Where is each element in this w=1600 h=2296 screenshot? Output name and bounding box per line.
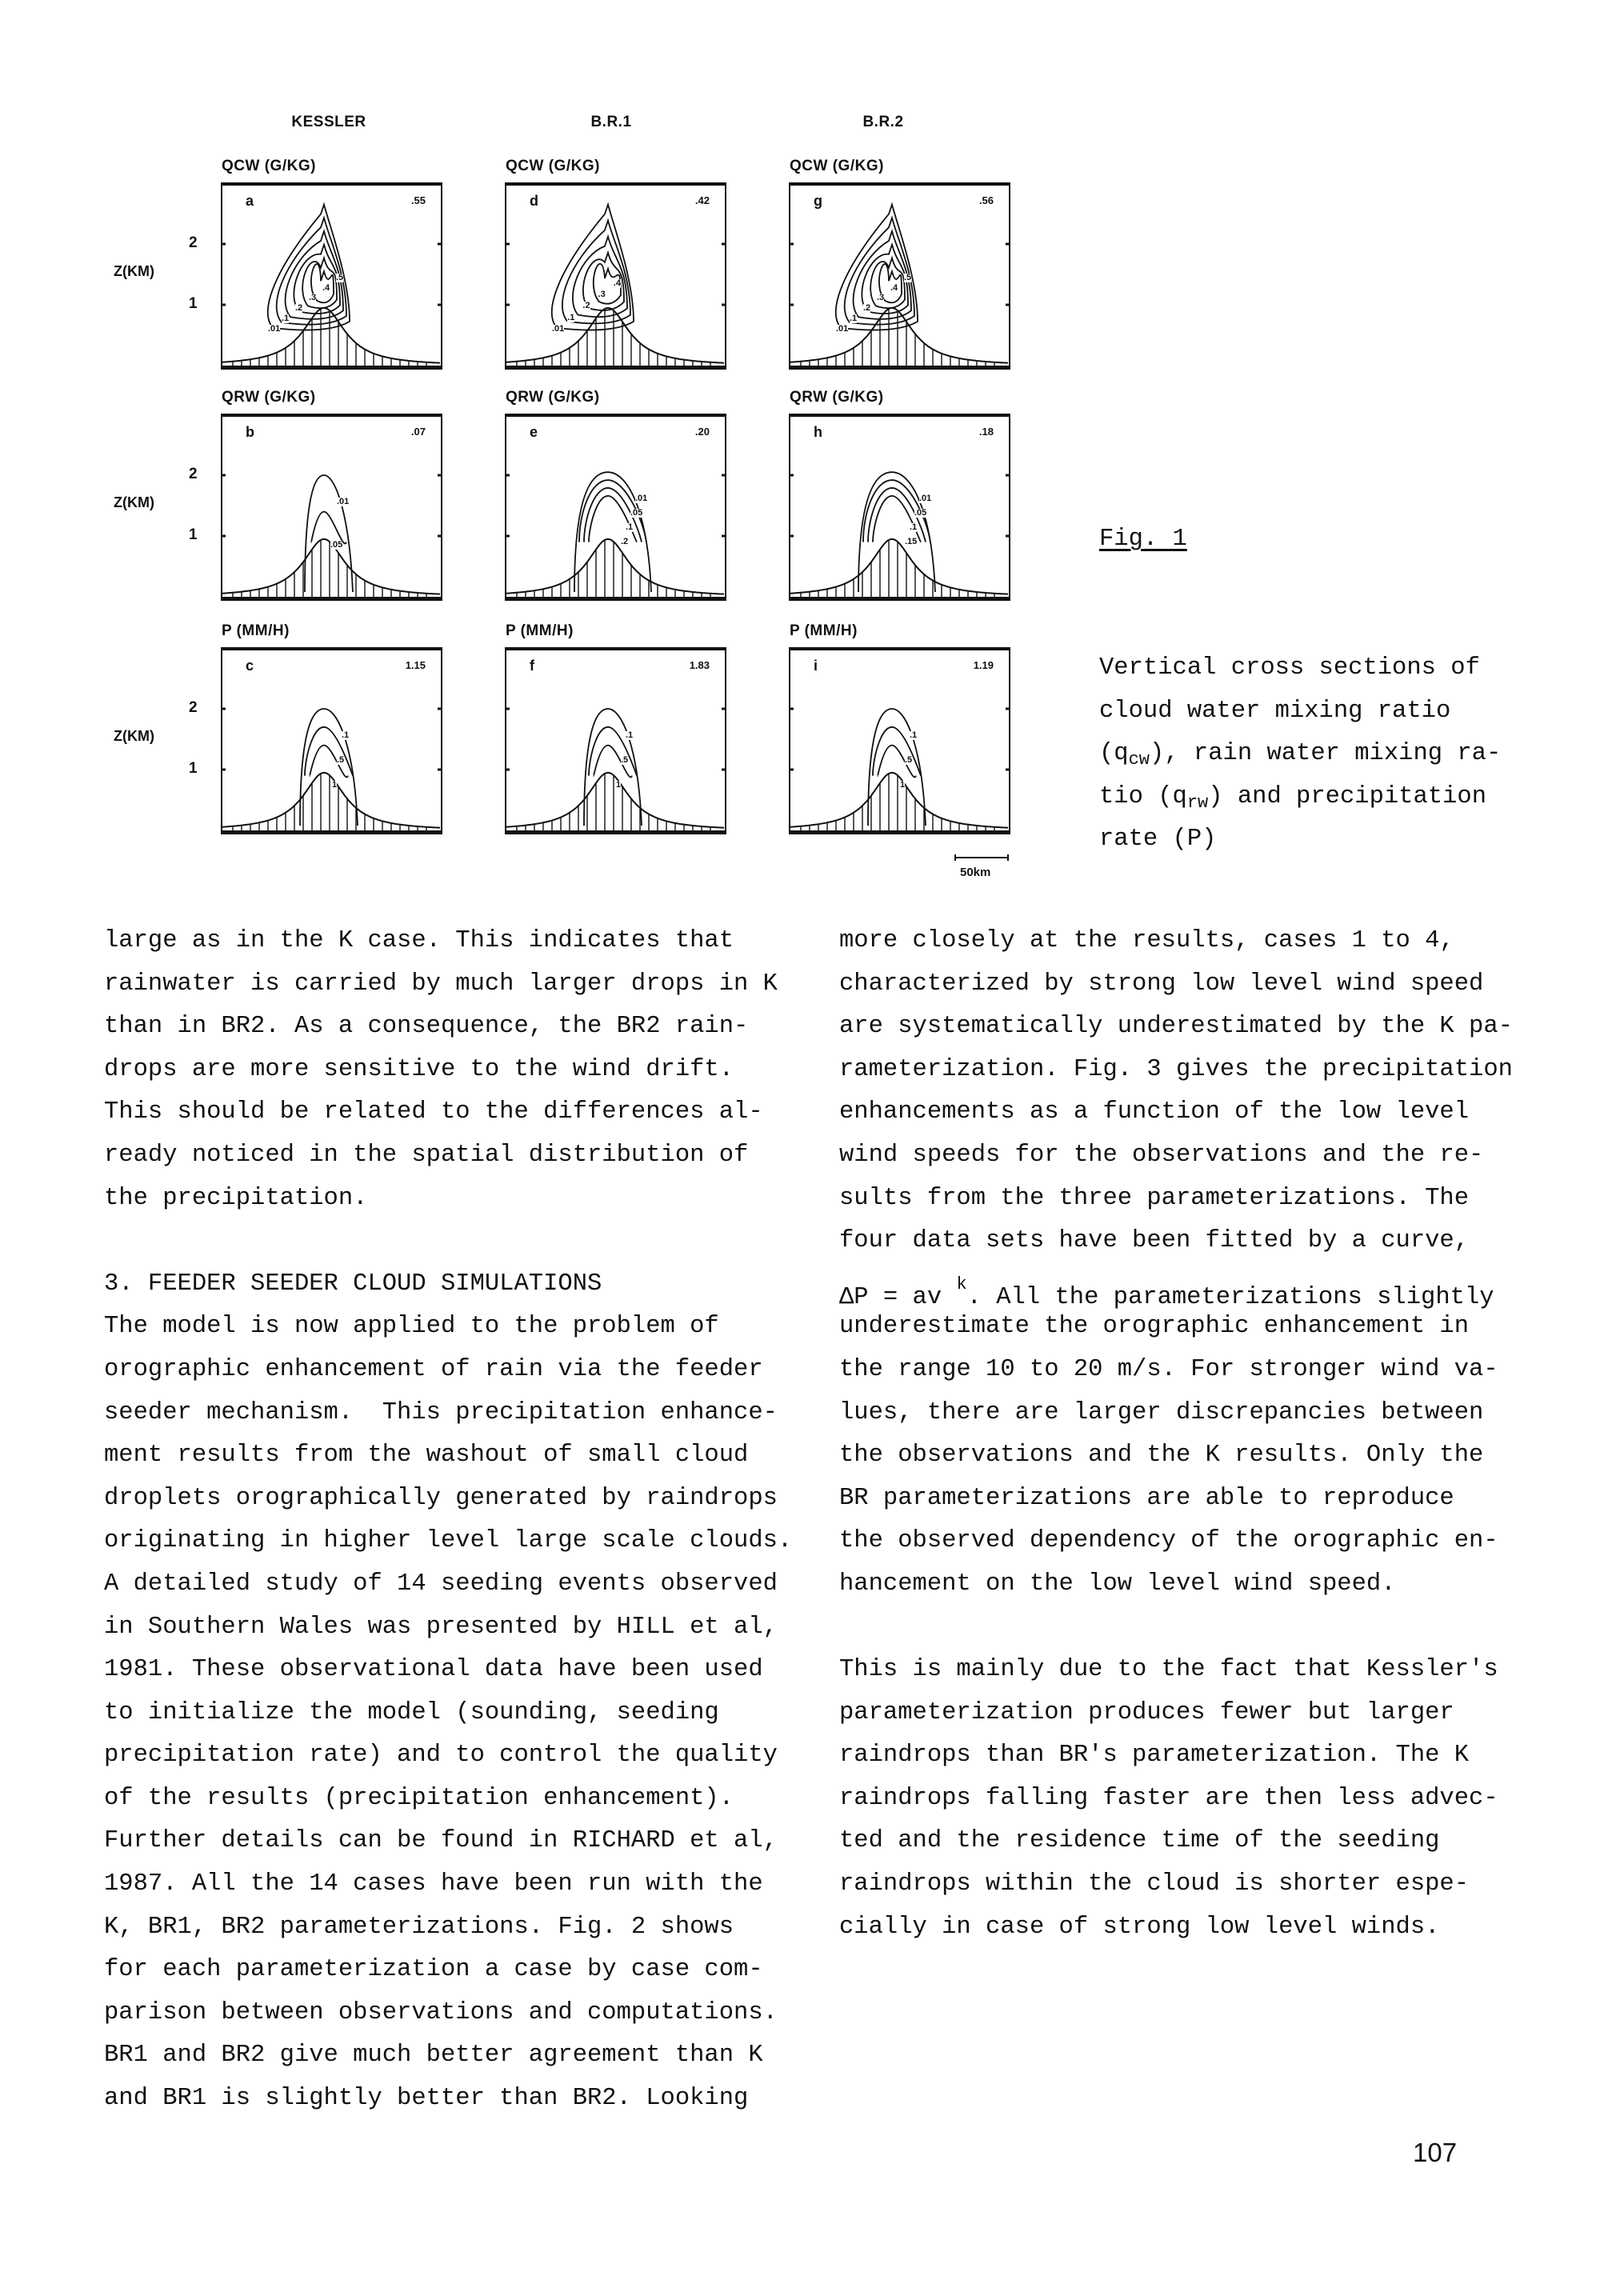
text-line: ment results from the washout of small cloud <box>104 1442 749 1470</box>
panel-title: QRW (G/KG) <box>790 389 884 406</box>
text-span: ted and the residence time of the seeding <box>839 1827 1440 1855</box>
contour-label: .1 <box>626 730 634 740</box>
panel-max-value: .55 <box>410 194 426 206</box>
panel-letter: a <box>246 193 254 209</box>
caption-text: tio (q <box>1099 782 1187 810</box>
panel-f <box>506 648 726 834</box>
text-span: enhancements as a function of the low level <box>839 1098 1470 1126</box>
contour-label: .5 <box>336 272 344 282</box>
contour-label: .2 <box>621 536 629 546</box>
panel-i <box>790 648 1010 834</box>
text-line <box>839 1906 1543 1950</box>
panel-letter: g <box>814 193 822 209</box>
caption-line <box>1099 647 1501 690</box>
text-line: K, BR1, BR2 parameterizations. Fig. 2 shows <box>104 1913 734 1941</box>
panel-title: P (MM/H) <box>506 622 574 639</box>
z-axis-label: Z(KM) <box>114 494 154 510</box>
text-span: the observations and the K results. Only the <box>839 1442 1484 1470</box>
text-line: in Southern Wales was presented by HILL et al, <box>104 1613 778 1641</box>
contour-line <box>302 258 337 308</box>
contour-label: .01 <box>919 494 932 504</box>
text-span: BR parameterizations are able to reproduce <box>839 1484 1454 1512</box>
caption-text: (q <box>1099 740 1129 768</box>
text-span: the range 10 to 20 m/s. For stronger wind va- <box>839 1355 1498 1383</box>
text-span: sults from the three parameterizations. The <box>839 1184 1470 1212</box>
text-line: BR1 and BR2 give much better agreement than K <box>104 2042 763 2070</box>
text-line <box>839 1606 1543 1650</box>
terrain-profile <box>506 308 724 366</box>
right-text-column <box>839 920 1543 1949</box>
text-span: characterized by strong low level wind speed <box>839 970 1484 998</box>
contour-label: .1 <box>342 730 350 740</box>
panel-title: QCW (G/KG) <box>790 158 884 174</box>
contour-label: .05 <box>330 539 343 550</box>
text-line: and BR1 is slightly better than BR2. Looking <box>104 2085 749 2113</box>
panel-letter: f <box>530 658 534 674</box>
z-tick-label: 1 <box>189 295 198 312</box>
text-line <box>839 1091 1543 1134</box>
contour-line <box>311 512 346 544</box>
text-line <box>839 1734 1543 1778</box>
contour-label: .5 <box>621 754 629 765</box>
text-line: orographic enhancement of rain via the feeder <box>104 1355 763 1383</box>
contour-label: 1 <box>900 779 906 790</box>
panel-title: P (MM/H) <box>222 622 290 639</box>
text-span: the observed dependency of the orographic en- <box>839 1527 1498 1555</box>
z-tick-label: 2 <box>189 234 198 251</box>
text-line <box>839 1306 1543 1349</box>
cross-section-plot <box>506 648 726 834</box>
text-span: raindrops falling faster are then less advec- <box>839 1784 1498 1812</box>
panel-letter: d <box>530 193 538 209</box>
scale-bar-label: 50km <box>960 866 991 879</box>
panel-frame <box>222 414 442 600</box>
contour-label: .1 <box>567 312 575 322</box>
text-span: ΔP = av <box>839 1283 957 1311</box>
z-tick-label: 1 <box>189 526 198 543</box>
contour-label: .1 <box>282 314 290 324</box>
caption-text: rate (P) <box>1099 826 1217 854</box>
z-axis-label: Z(KM) <box>114 263 154 279</box>
contour-label: .05 <box>914 508 927 518</box>
panel-letter: c <box>246 658 254 674</box>
caption-line <box>1099 690 1501 734</box>
left-text-column <box>104 920 808 2121</box>
text-span: hancement on the low level wind speed. <box>839 1570 1396 1598</box>
panel-max-value: 1.19 <box>973 659 994 671</box>
panel-letter: e <box>530 424 538 440</box>
panel-frame <box>790 648 1010 834</box>
contour-label: .5 <box>905 754 913 765</box>
text-line: for each parameterization a case by case com- <box>104 1956 763 1984</box>
terrain-profile <box>506 773 724 830</box>
contour-label: .05 <box>630 508 643 518</box>
panel-title: QRW (G/KG) <box>222 389 316 406</box>
text-line: seeder mechanism. This precipitation enhance- <box>104 1398 778 1426</box>
caption-text: ) and precipitation <box>1208 782 1486 810</box>
text-line: 1981. These observational data have been used <box>104 1656 763 1684</box>
panel-h <box>790 414 1010 600</box>
contour-label: .4 <box>613 278 621 289</box>
contour-label: .3 <box>309 293 317 303</box>
text-line <box>839 1434 1543 1478</box>
figure-caption <box>1099 433 1501 905</box>
contour-label: .2 <box>582 301 590 311</box>
contour-label: .1 <box>910 522 918 532</box>
terrain-profile <box>506 536 724 597</box>
panel-max-value: .20 <box>694 426 710 438</box>
text-line <box>839 1478 1543 1521</box>
text-span: lues, there are larger discrepancies between <box>839 1398 1484 1426</box>
text-span: are systematically underestimated by the K pa- <box>839 1013 1513 1041</box>
text-line <box>839 920 1543 963</box>
text-line <box>839 1049 1543 1092</box>
z-tick-label: 2 <box>189 699 198 716</box>
contour-label: .5 <box>337 754 345 765</box>
panel-title: QCW (G/KG) <box>222 158 316 174</box>
text-span: . All the parameterizations slightly <box>966 1283 1494 1311</box>
panel-frame <box>506 414 726 600</box>
text-line <box>839 1178 1543 1221</box>
text-line: A detailed study of 14 seeding events observed <box>104 1570 778 1598</box>
text-span: wind speeds for the observations and the re- <box>839 1141 1484 1169</box>
contour-label: .2 <box>295 303 303 314</box>
contour-line <box>589 496 637 542</box>
caption-line <box>1099 733 1501 776</box>
panel-max-value: .42 <box>694 194 710 206</box>
contour-line <box>873 496 921 542</box>
text-span: four data sets have been fitted by a curve, <box>839 1227 1470 1255</box>
text-line: the precipitation. <box>104 1184 368 1212</box>
panel-frame <box>222 648 442 834</box>
contour-label: .1 <box>626 522 634 532</box>
contour-label: 1 <box>332 779 338 790</box>
panel-max-value: 1.83 <box>689 659 710 671</box>
cross-section-plot <box>790 414 1010 600</box>
panel-e <box>506 414 726 600</box>
terrain-profile <box>790 773 1008 830</box>
contour-label: .01 <box>552 323 565 334</box>
panel-max-value: 1.15 <box>405 659 426 671</box>
text-line: Further details can be found in RICHARD et al, <box>104 1827 778 1855</box>
text-line: 1987. All the 14 cases have been run with the <box>104 1870 763 1898</box>
text-line <box>839 1649 1543 1692</box>
section-heading: 3. FEEDER SEEDER CLOUD SIMULATIONS <box>104 1270 602 1298</box>
panel-letter: i <box>814 658 818 674</box>
panel-title: P (MM/H) <box>790 622 858 639</box>
panel-frame <box>506 648 726 834</box>
text-line <box>839 963 1543 1006</box>
text-line <box>839 1006 1543 1049</box>
panel-title: QCW (G/KG) <box>506 158 600 174</box>
z-tick-label: 2 <box>189 466 198 482</box>
contour-label: .01 <box>635 494 648 504</box>
terrain-profile <box>790 536 1008 597</box>
panel-c <box>222 648 442 834</box>
cross-section-plot <box>222 648 442 834</box>
cross-section-plot <box>506 183 726 369</box>
text-span: rameterization. Fig. 3 gives the precipitation <box>839 1055 1513 1083</box>
contour-label: .1 <box>910 730 918 740</box>
terrain-profile <box>222 773 440 830</box>
text-line <box>839 1134 1543 1178</box>
text-line: to initialize the model (sounding, seeding <box>104 1698 719 1726</box>
contour-line <box>562 221 630 324</box>
contour-label: .1 <box>850 314 858 324</box>
text-line <box>839 1392 1543 1435</box>
text-span: raindrops than BR's parameterization. The K <box>839 1742 1470 1770</box>
text-line <box>839 1263 1543 1311</box>
panel-frame <box>790 414 1010 600</box>
contour-label: .4 <box>322 282 330 293</box>
panel-a <box>222 183 442 369</box>
contour-label: 1 <box>616 779 622 790</box>
text-line <box>839 1349 1543 1392</box>
scale-bar <box>954 854 1009 861</box>
column-header: B.R.2 <box>862 114 904 130</box>
text-span: parameterization produces fewer but larger <box>839 1698 1454 1726</box>
panel-letter: h <box>814 424 822 440</box>
panel-g <box>790 183 1010 369</box>
text-line <box>839 1520 1543 1563</box>
text-line <box>839 1563 1543 1606</box>
cross-section-plot <box>790 183 1010 369</box>
contour-label: .2 <box>863 303 871 314</box>
text-span: cially in case of strong low level winds. <box>839 1913 1440 1941</box>
panel-max-value: .18 <box>978 426 994 438</box>
panel-max-value: .07 <box>410 426 426 438</box>
cross-section-plot <box>222 183 442 369</box>
text-line <box>839 1863 1543 1906</box>
cross-section-plot <box>790 648 1010 834</box>
contour-label: .01 <box>337 497 350 506</box>
text-span: This is mainly due to the fact that Kessler's <box>839 1656 1498 1684</box>
caption-subscript: cw <box>1128 750 1150 770</box>
text-line: large as in the K case. This indicates that <box>104 927 734 954</box>
caption-text: Vertical cross sections of <box>1099 654 1480 682</box>
column-header: KESSLER <box>291 114 366 130</box>
contour-label: .5 <box>904 272 912 282</box>
text-line <box>839 1220 1543 1263</box>
panel-title: QRW (G/KG) <box>506 389 600 406</box>
text-line: This should be related to the differences al- <box>104 1098 763 1126</box>
text-line <box>839 1778 1543 1821</box>
text-line <box>839 1820 1543 1863</box>
caption-subscript: rw <box>1186 792 1209 813</box>
text-line: parison between observations and computations. <box>104 1998 778 2026</box>
panel-b <box>222 414 442 600</box>
caption-text: cloud water mixing ratio <box>1099 697 1451 725</box>
page-number: 107 <box>1413 2138 1458 2167</box>
cross-section-plot <box>506 414 726 600</box>
z-axis-label: Z(KM) <box>114 728 154 744</box>
text-line: of the results (precipitation enhancement). <box>104 1784 734 1812</box>
panel-letter: b <box>246 424 254 440</box>
figure-label: Fig. 1 <box>1099 526 1187 554</box>
text-span: more closely at the results, cases 1 to 4, <box>839 927 1454 954</box>
text-line: than in BR2. As a consequence, the BR2 rain- <box>104 1013 749 1041</box>
text-line: droplets orographically generated by raindrops <box>104 1484 778 1512</box>
text-line: precipitation rate) and to control the quality <box>104 1742 778 1770</box>
text-line: The model is now applied to the problem of <box>104 1313 719 1341</box>
contour-line <box>552 205 634 330</box>
contour-label: .15 <box>905 536 918 546</box>
caption-text: ), rain water mixing ra- <box>1150 740 1502 768</box>
contour-line <box>870 258 905 308</box>
caption-line <box>1099 776 1501 819</box>
text-line: ready noticed in the spatial distribution of <box>104 1141 749 1169</box>
text-line: originating in higher level large scale clouds. <box>104 1527 793 1555</box>
contour-label: .3 <box>598 290 606 300</box>
text-line: drops are more sensitive to the wind drift. <box>104 1055 734 1083</box>
contour-label: .4 <box>890 282 898 293</box>
column-header: B.R.1 <box>590 114 632 130</box>
panel-d <box>506 183 726 369</box>
caption-line <box>1099 818 1501 862</box>
panel-max-value: .56 <box>978 194 994 206</box>
contour-label: .01 <box>836 323 849 334</box>
cross-section-plot <box>222 414 442 600</box>
text-span: underestimate the orographic enhancement in <box>839 1313 1470 1341</box>
z-tick-label: 1 <box>189 760 198 777</box>
contour-label: .01 <box>268 323 281 334</box>
text-line <box>104 1220 808 1263</box>
contour-label: .3 <box>877 293 885 303</box>
text-line <box>839 1692 1543 1735</box>
text-line: rainwater is carried by much larger drops in K <box>104 970 778 998</box>
superscript: k <box>956 1274 967 1294</box>
text-span: raindrops within the cloud is shorter espe- <box>839 1870 1470 1898</box>
